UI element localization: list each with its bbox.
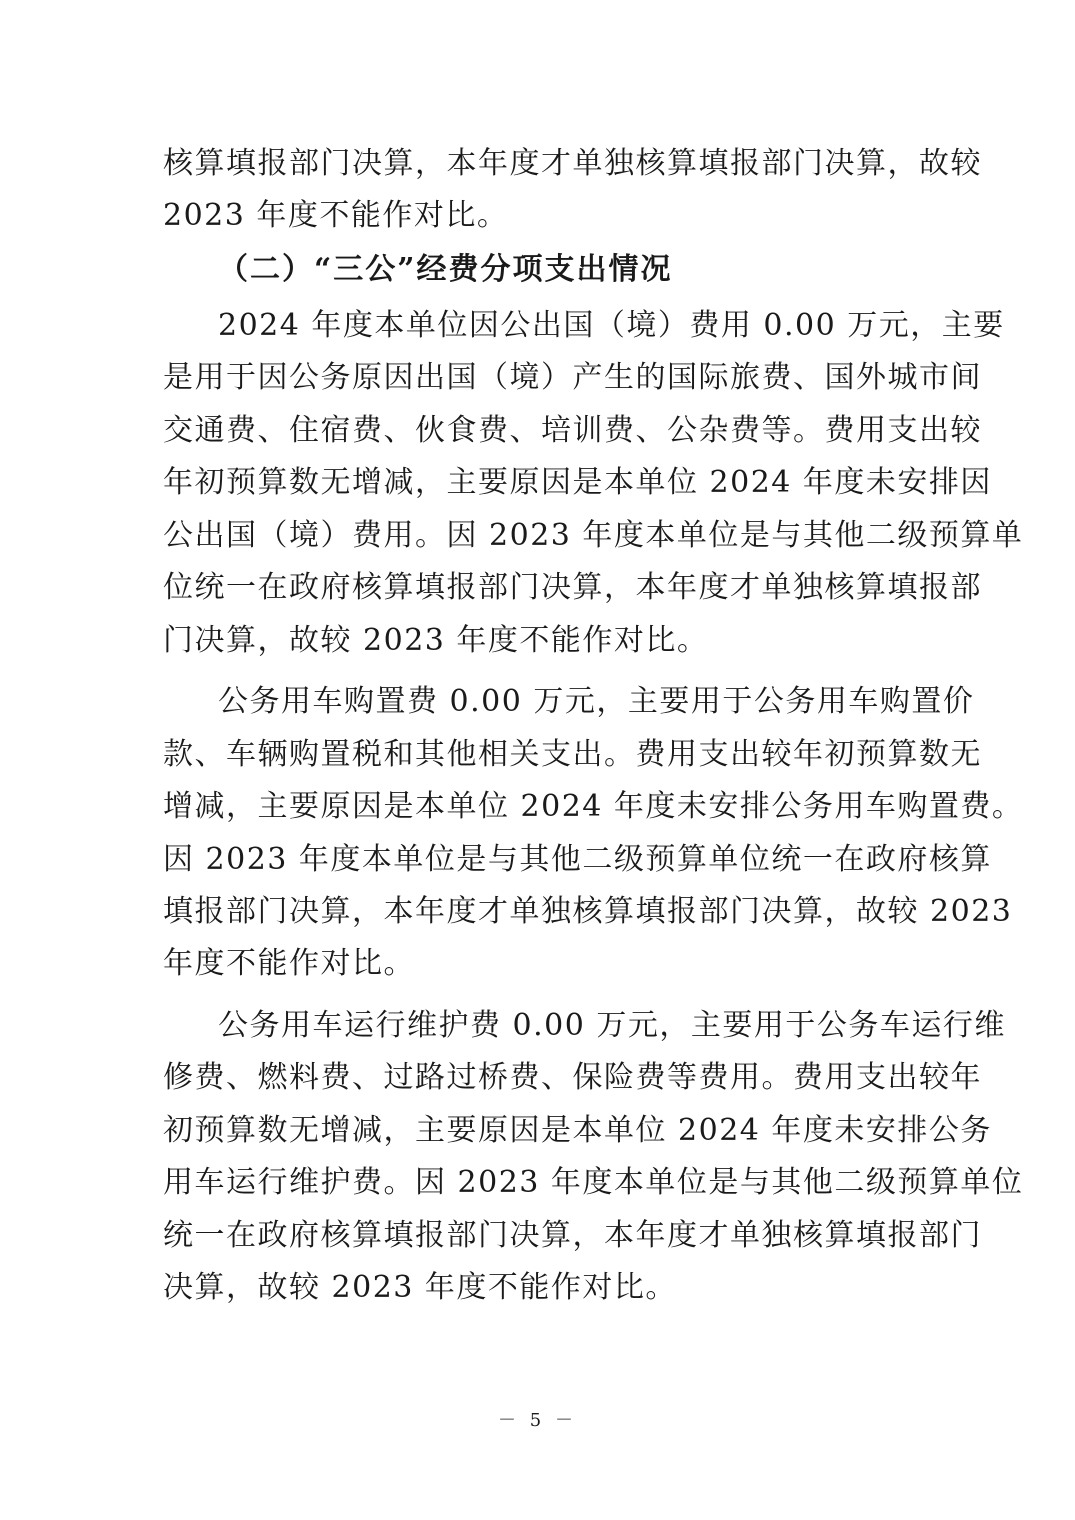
text-line: 因 2023 年度本单位是与其他二级预算单位统一在政府核算: [163, 842, 992, 877]
text-line: 2023 年度不能作对比。: [163, 198, 509, 233]
paragraph-start-line: 2024 年度本单位因公出国（境）费用 0.00 万元，主要: [218, 308, 1005, 343]
text-line: 统一在政府核算填报部门决算，本年度才单独核算填报部门: [163, 1218, 982, 1253]
section-heading: （二）“三公”经费分项支出情况: [218, 252, 673, 287]
text-line: 款、车辆购置税和其他相关支出。费用支出较年初预算数无: [163, 737, 982, 772]
paragraph-start-line: 公务用车购置费 0.00 万元，主要用于公务用车购置价: [218, 684, 975, 719]
page-number: － 5 －: [498, 1410, 577, 1431]
text-line: 门决算，故较 2023 年度不能作对比。: [163, 623, 709, 658]
text-line: 初预算数无增减，主要原因是本单位 2024 年度未安排公务: [163, 1113, 992, 1148]
text-line: 用车运行维护费。因 2023 年度本单位是与其他二级预算单位: [163, 1165, 1024, 1200]
text-line: 年度不能作对比。: [163, 946, 415, 981]
text-line: 填报部门决算，本年度才单独核算填报部门决算，故较 2023: [163, 894, 1013, 929]
text-line: 增减，主要原因是本单位 2024 年度未安排公务用车购置费。: [163, 789, 1024, 824]
text-line: 交通费、住宿费、伙食费、培训费、公杂费等。费用支出较: [163, 413, 982, 448]
text-line: 年初预算数无增减，主要原因是本单位 2024 年度未安排因: [163, 465, 992, 500]
paragraph-start-line: 公务用车运行维护费 0.00 万元，主要用于公务车运行维: [218, 1008, 1006, 1043]
text-line: 公出国（境）费用。因 2023 年度本单位是与其他二级预算单: [163, 518, 1024, 553]
text-line: 核算填报部门决算，本年度才单独核算填报部门决算，故较: [163, 146, 982, 181]
text-line: 修费、燃料费、过路过桥费、保险费等费用。费用支出较年: [163, 1060, 982, 1095]
text-line: 决算，故较 2023 年度不能作对比。: [163, 1270, 677, 1305]
text-line: 位统一在政府核算填报部门决算，本年度才单独核算填报部: [163, 570, 982, 605]
text-line: 是用于因公务原因出国（境）产生的国际旅费、国外城市间: [163, 360, 982, 395]
